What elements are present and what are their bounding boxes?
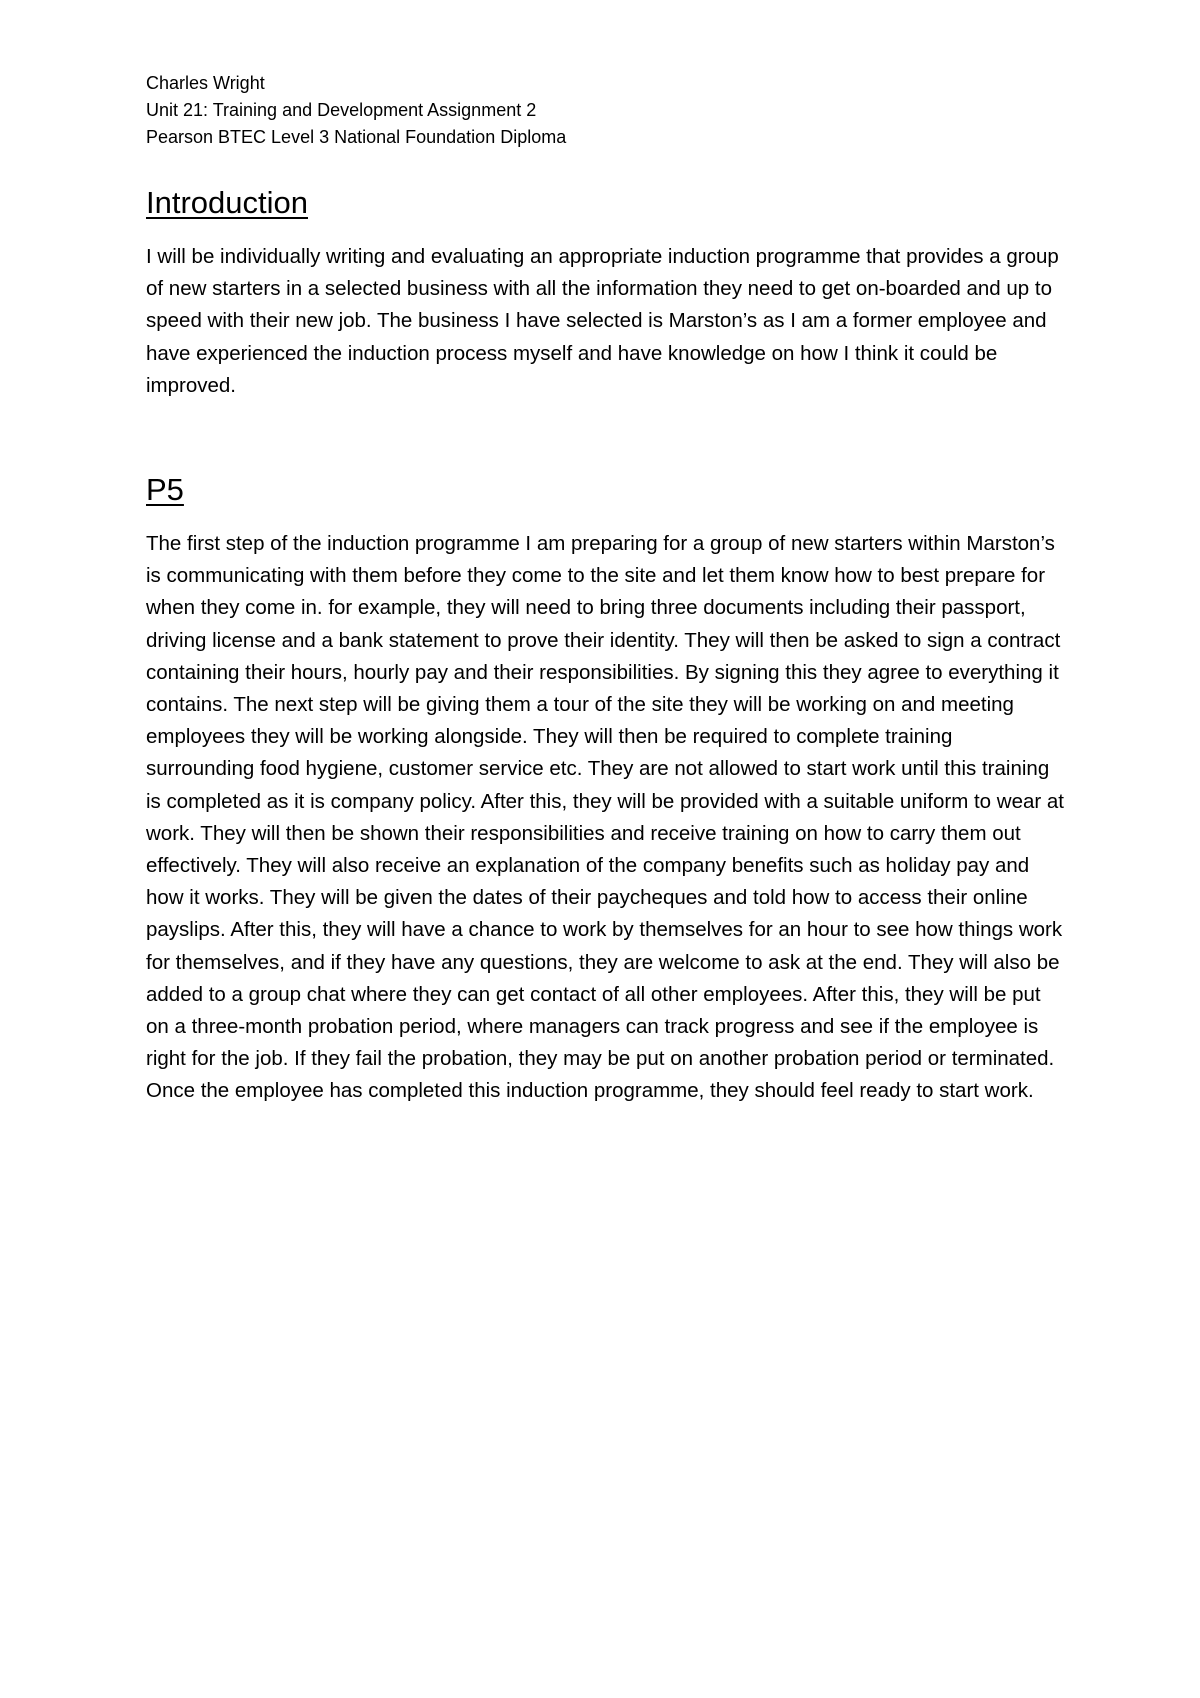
document-content [146, 70, 1066, 1108]
introduction-heading: Introduction [146, 185, 308, 220]
introduction-paragraph: I will be individually writing and evaluating an appropriate induction programme that provides a group of new starters in a selected business with all the information they need to get on-boarded and up to speed with their new job. The business I have selected is Marston’s as I am a former employee and have experienced the induction process myself and have knowledge on how I think it could be improved. [146, 245, 1059, 397]
unit-title: Unit 21: Training and Development Assignment 2 [146, 100, 537, 120]
qualification-title: Pearson BTEC Level 3 National Foundation Diploma [146, 127, 567, 147]
p5-heading: P5 [146, 472, 184, 508]
author-name: Charles Wright [146, 73, 265, 93]
p5-paragraph: The first step of the induction programme I am preparing for a group of new starters within Marston’s is communicating with them before they come to the site and let them know how to best prepare for when they come in. for example, they will need to bring three documents including their passport, driving license and a bank statement to prove their identity. They will then be asked to sign a contract containing their hours, hourly pay and their responsibilities. By signing this they agree to everything it contains. The next step will be giving them a tour of the site they will be working on and meeting employees they will be working alongside. They will then be required to complete training surrounding food hygiene, customer service etc. They are not allowed to start work until this training is completed as it is company policy. After this, they will be provided with a suitable uniform to wear at work. They will then be shown their responsibilities and receive training on how to carry them out effectively. They will also receive an explanation of the company benefits such as holiday pay and how it works. They will be given the dates of their paycheques and told how to access their online payslips. After this, they will have a chance to work by themselves for an hour to see how things work for themselves, and if they have any questions, they are welcome to ask at the end. They will also be added to a group chat where they can get contact of all other employees. After this, they will be put on a three-month probation period, where managers can track progress and see if the employee is right for the job. If they fail the probation, they may be put on another probation period or terminated. Once the employee has completed this induction programme, they should feel ready to start work. [146, 532, 1064, 1103]
